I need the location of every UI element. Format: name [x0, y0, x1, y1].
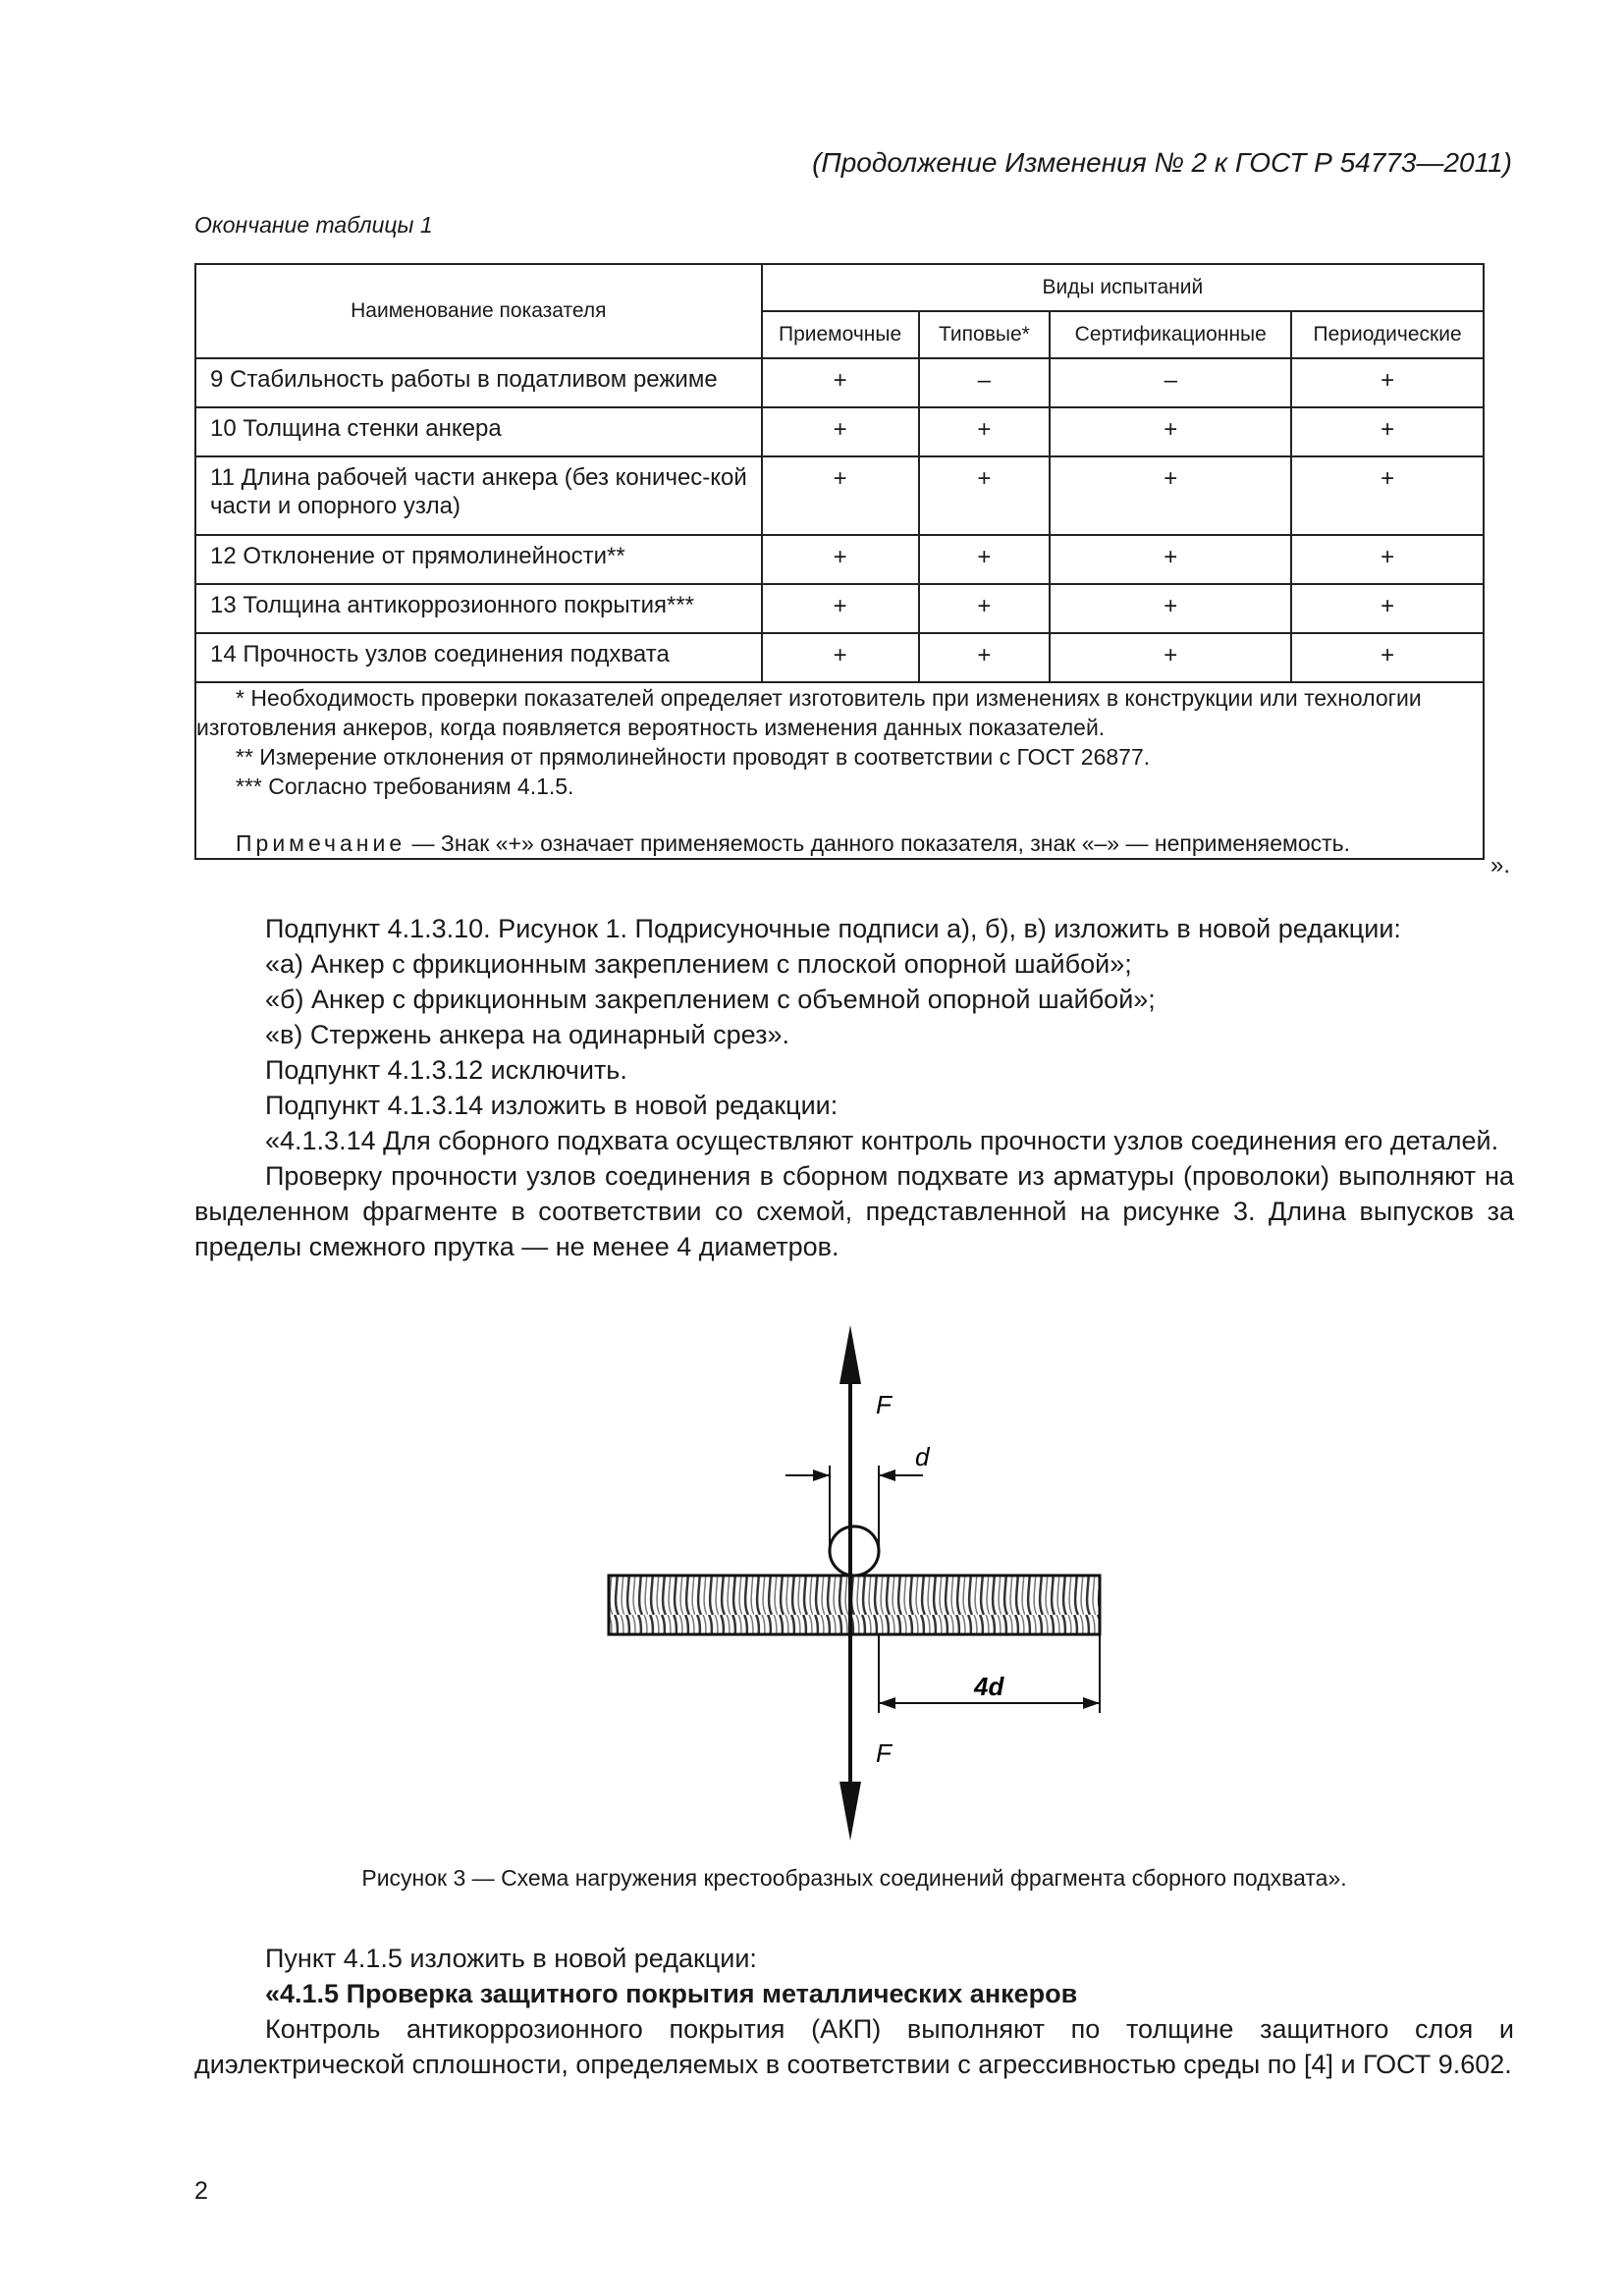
running-header: (Продолжение Изменения № 2 к ГОСТ Р 54773—2011): [812, 147, 1512, 178]
note-remark: [196, 828, 1483, 858]
note-label: Примечание: [236, 830, 406, 856]
paragraph: Проверку прочности узлов соединения в сборном подхвате из арматуры (проволоки) выполняют на выделенном фрагменте в соответствии со схемой, представленной на рисунке 3. Длина выпусков за пределы смежного прутка — не менее 4 диаметров.: [194, 1161, 1514, 1261]
d-label: d: [915, 1442, 930, 1471]
row-mark: +: [1291, 358, 1484, 407]
paragraph: «б) Анкер с фрикционным закреплением с объемной опорной шайбой»;: [265, 985, 1156, 1014]
paragraph: Контроль антикоррозионного покрытия (АКП) выполняют по толщине защитного слоя и диэлектрической сплошности, определяемых в соответствии с агрессивностью среды по [4] и ГОСТ 9.602.: [194, 2014, 1514, 2079]
paragraph: «а) Анкер с фрикционным закреплением с плоской опорной шайбой»;: [265, 949, 1132, 979]
table-row: [195, 535, 1484, 584]
row-mark: +: [1050, 535, 1291, 584]
row-name: 10 Толщина стенки анкера: [195, 407, 762, 456]
row-mark: +: [1291, 633, 1484, 682]
row-mark: +: [1291, 535, 1484, 584]
row-mark: +: [919, 584, 1051, 633]
4d-label: 4d: [974, 1672, 1004, 1701]
col-header-type: Типовые*: [919, 311, 1051, 358]
row-mark: –: [919, 358, 1051, 407]
force-label-bottom: F: [876, 1738, 892, 1768]
row-mark: +: [1050, 456, 1291, 535]
col-header-group: Виды испытаний: [762, 264, 1484, 311]
body-text: [194, 911, 1514, 1264]
4d-arrow-right: [1083, 1697, 1100, 1709]
row-mark: +: [762, 584, 919, 633]
row-mark: +: [919, 407, 1051, 456]
row-mark: +: [919, 633, 1051, 682]
row-mark: +: [762, 633, 919, 682]
row-name: 13 Толщина антикоррозионного покрытия***: [195, 584, 762, 633]
paragraph: «в) Стержень анкера на одинарный срез».: [265, 1020, 789, 1049]
col-header-periodic: Периодические: [1291, 311, 1484, 358]
row-mark: +: [1050, 584, 1291, 633]
table-caption: Окончание таблицы 1: [194, 212, 433, 238]
horizontal-rebar: [609, 1575, 1100, 1634]
paragraph: Подпункт 4.1.3.12 исключить.: [265, 1055, 627, 1085]
bar-cross-section: [830, 1526, 879, 1575]
page-number: 2: [194, 2177, 208, 2205]
row-mark: +: [1050, 633, 1291, 682]
paragraph: Подпункт 4.1.3.14 изложить в новой редакции:: [265, 1091, 839, 1120]
row-mark: +: [762, 407, 919, 456]
row-mark: +: [1291, 456, 1484, 535]
table-notes: [195, 682, 1484, 859]
table-row: [195, 584, 1484, 633]
figure-caption: Рисунок 3 — Схема нагружения крестообразных соединений фрагмента сборного подхвата».: [361, 1865, 1347, 1891]
row-mark: +: [919, 456, 1051, 535]
paragraph: Подпункт 4.1.3.10. Рисунок 1. Подрисуночные подписи а), б), в) изложить в новой редакции:: [265, 914, 1401, 943]
table-row: [195, 633, 1484, 682]
figure-3-diagram: [589, 1320, 1119, 1841]
section-text: [194, 1941, 1514, 2082]
row-name: 12 Отклонение от прямолинейности**: [195, 535, 762, 584]
col-header-acceptance: Приемочные: [762, 311, 919, 358]
d-arrow-left: [813, 1469, 830, 1481]
row-name: 11 Длина рабочей части анкера (без коничес-кой части и опорного узла): [195, 456, 762, 535]
table-row: [195, 407, 1484, 456]
row-mark: +: [762, 358, 919, 407]
note-3: *** Согласно требованиям 4.1.5.: [236, 774, 574, 799]
force-arrow-bottom: [839, 1782, 861, 1841]
row-mark: +: [1291, 407, 1484, 456]
row-name: 9 Стабильность работы в податливом режиме: [195, 358, 762, 407]
note-1: * Необходимость проверки показателей определяет изготовитель при изменениях в конструкции или технологии изготовления анкеров, когда появляется вероятность изменения данных показателей.: [196, 685, 1422, 740]
row-mark: +: [1050, 407, 1291, 456]
table-row: [195, 358, 1484, 407]
force-label-top: F: [876, 1390, 892, 1419]
table-row: [195, 456, 1484, 535]
row-name: 14 Прочность узлов соединения подхвата: [195, 633, 762, 682]
row-mark: +: [762, 535, 919, 584]
paragraph: «4.1.3.14 Для сборного подхвата осуществляют контроль прочности узлов соединения его деталей.: [265, 1126, 1499, 1155]
row-mark: –: [1050, 358, 1291, 407]
row-mark: +: [762, 456, 919, 535]
4d-arrow-left: [879, 1697, 895, 1709]
col-header-certification: Сертификационные: [1050, 311, 1291, 358]
section-heading: [194, 1976, 1514, 2011]
table-end-quote: ».: [1490, 852, 1511, 879]
row-mark: +: [919, 535, 1051, 584]
tests-table: [194, 263, 1485, 860]
d-arrow-right: [879, 1469, 895, 1481]
note-text: — Знак «+» означает применяемость данного показателя, знак «–» — неприменяемость.: [406, 830, 1351, 856]
section-heading-text: «4.1.5 Проверка защитного покрытия металлических анкеров: [265, 1979, 1078, 2008]
row-mark: +: [1291, 584, 1484, 633]
col-header-name: Наименование показателя: [195, 264, 762, 358]
force-arrow-top: [839, 1325, 861, 1384]
note-2: ** Измерение отклонения от прямолинейности проводят в соответствии с ГОСТ 26877.: [236, 744, 1151, 770]
paragraph: Пункт 4.1.5 изложить в новой редакции:: [265, 1944, 757, 1973]
